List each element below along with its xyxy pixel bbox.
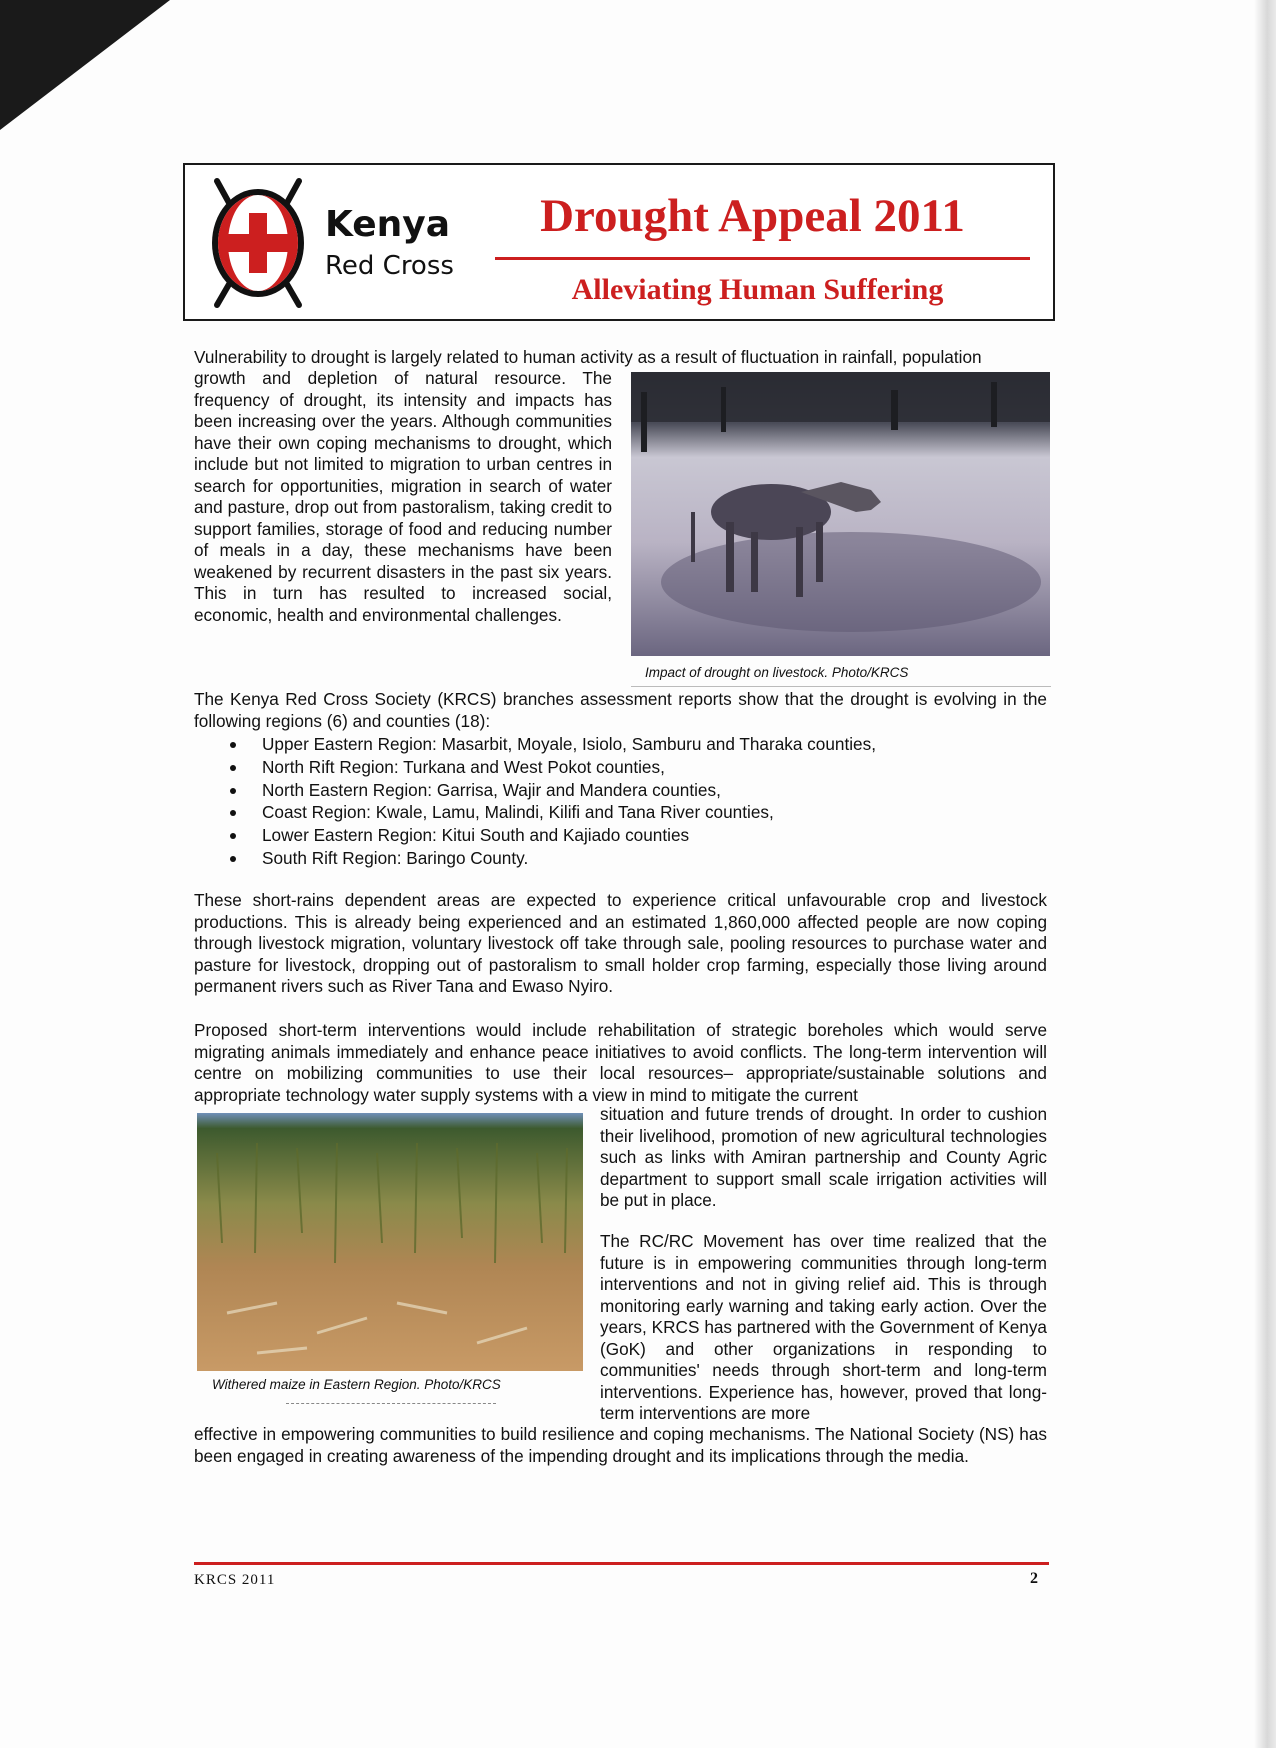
scan-edge-shadow (1254, 0, 1276, 1748)
regions-list (226, 733, 876, 870)
title-underline (495, 257, 1030, 260)
list-item: Lower Eastern Region: Kitui South and Kajiado counties (226, 824, 876, 847)
list-item: Coast Region: Kwale, Lamu, Malindi, Kilifi and Tana River counties, (226, 801, 876, 824)
scan-corner-shadow (0, 0, 170, 130)
list-item: North Eastern Region: Garrisa, Wajir and Mandera counties, (226, 779, 876, 802)
intro-paragraph: growth and depletion of natural resource. The frequency of drought, its intensity and impacts has been increasing over the years. Although communities have their own coping mechanisms to drought, which include but not limited to migration to urban centres in search for opportunities, migration in search of water and pasture, drop out from pastoralism, taking credit to support families, storage of food and reducing number of meals in a day, these mechanisms have been weakened by recurrent disasters in the past six years. This in turn has resulted to increased social, economic, health and environmental challenges. (194, 368, 612, 625)
kenya-red-cross-logo-icon (199, 175, 317, 311)
org-name: Kenya (325, 204, 451, 245)
footer-label: KRCS 2011 (194, 1572, 276, 1588)
assessment-paragraph: The Kenya Red Cross Society (KRCS) branches assessment reports show that the drought is evolving in the following regions (6) and counties (18): (194, 689, 1047, 731)
interventions-paragraph: Proposed short-term interventions would include rehabilitation of strategic boreholes which would serve migrating animals immediately and enhance peace initiatives to avoid conflicts. The long-term intervention will centre on mobilizing communities to use their local resources– appropriate/sustainable solutions and appropriate technology water supply systems with a view in mind to mitigate the current (194, 1020, 1047, 1105)
livestock-photo-caption: Impact of drought on livestock. Photo/KRCS (645, 665, 909, 680)
livestock-drought-photo (631, 372, 1050, 656)
org-subname: Red Cross (325, 251, 454, 281)
header-banner (183, 163, 1055, 321)
list-item: Upper Eastern Region: Masarbit, Moyale, Isiolo, Samburu and Tharaka counties, (226, 733, 876, 756)
maize-photo-caption: Withered maize in Eastern Region. Photo/KRCS (212, 1377, 501, 1392)
caption-divider (286, 1403, 496, 1404)
list-item: South Rift Region: Baringo County. (226, 847, 876, 870)
appeal-title: Drought Appeal 2011 (540, 190, 965, 242)
intro-lead-line: Vulnerability to drought is largely related to human activity as a result of fluctuation in rainfall, population (194, 347, 982, 367)
caption-divider (631, 686, 1051, 687)
movement-paragraph-continued: effective in empowering communities to build resilience and coping mechanisms. The National Society (NS) has been engaged in creating awareness of the impending drought and its implications through the media. (194, 1424, 1047, 1466)
movement-paragraph: The RC/RC Movement has over time realized that the future is in empowering communities through long-term interventions and not in giving relief aid. This is through monitoring early warning and taking early action. Over the years, KRCS has partnered with the Government of Kenya (GoK) and other organizations in responding to communities' needs through short-term and long-term interventions. Experience has, however, proved that long-term interventions are more (600, 1231, 1047, 1423)
withered-maize-photo (197, 1113, 583, 1371)
footer-rule (194, 1562, 1049, 1565)
interventions-paragraph-continued: situation and future trends of drought. In order to cushion their livelihood, promotion of new agricultural technologies such as links with Amiran partnership and County Agric department to support small scale irrigation activities will be put in place. (600, 1104, 1047, 1210)
list-item: North Rift Region: Turkana and West Pokot counties, (226, 756, 876, 779)
impact-paragraph: These short-rains dependent areas are expected to experience critical unfavourable crop and livestock productions. This is already being experienced and an estimated 1,860,000 affected people are now coping through livestock migration, voluntary livestock off take through sale, pooling resources to purchase water and pasture for livestock, dropping out of pastoralism to small holder crop farming, especially those living around permanent rivers such as River Tana and Ewaso Nyiro. (194, 890, 1047, 996)
page-number: 2 (1030, 1570, 1038, 1587)
appeal-subtitle: Alleviating Human Suffering (571, 273, 944, 306)
